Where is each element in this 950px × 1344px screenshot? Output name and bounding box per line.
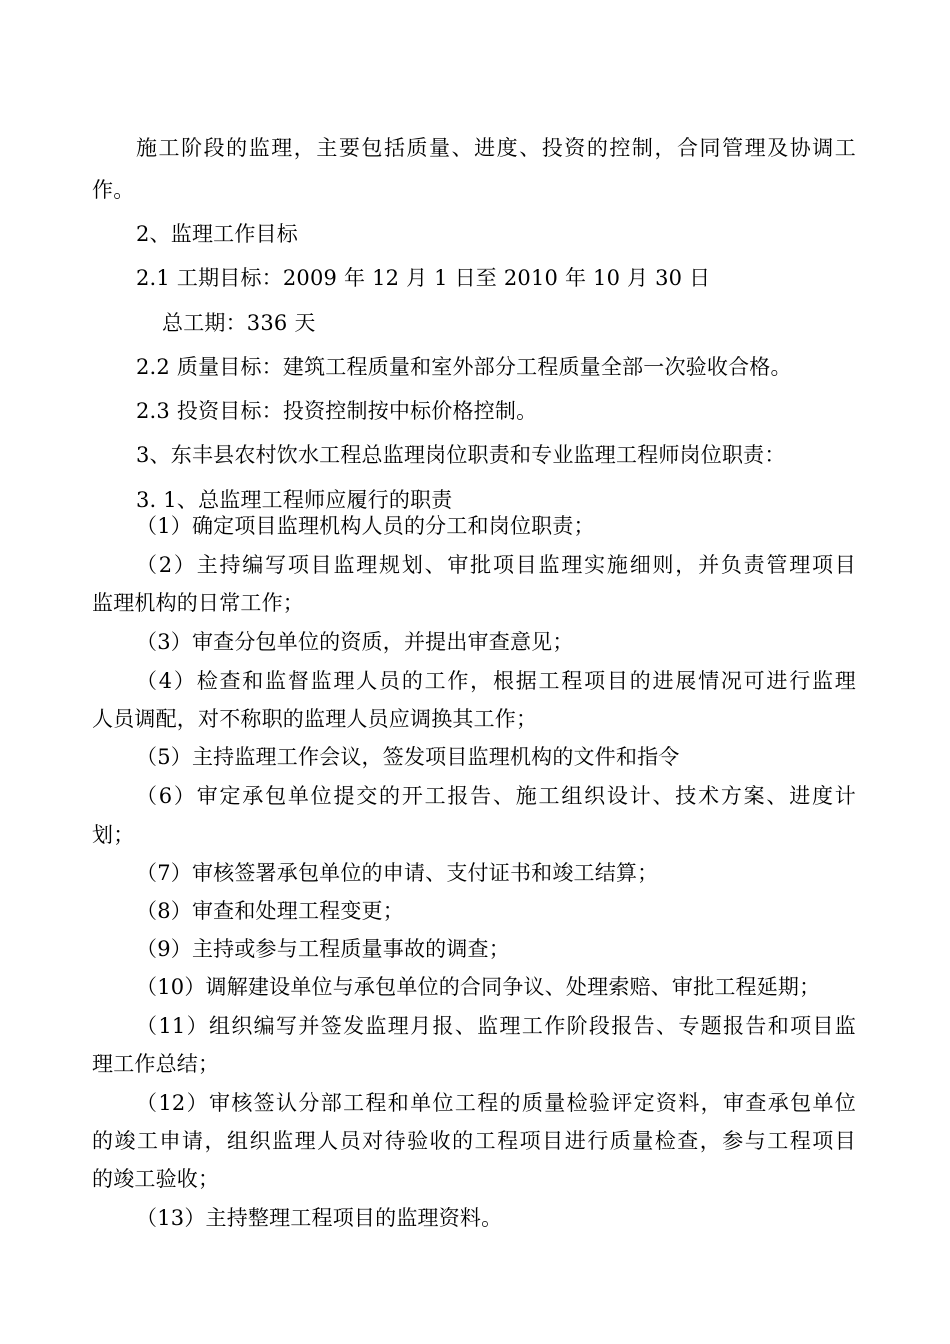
paragraph-line: 理工作总结； [92, 1052, 220, 1076]
list-item: （3）审查分包单位的资质，并提出审查意见； [136, 630, 574, 654]
list-item: （5）主持监理工作会议，签发项目监理机构的文件和指令 [136, 745, 680, 769]
paragraph-line: 总工期：336 天 [162, 311, 316, 335]
list-item: （13）主持整理工程项目的监理资料。 [136, 1206, 503, 1230]
paragraph-line: 的竣工申请，组织监理人员对待验收的工程项目进行质量检查，参与工程项目 [92, 1129, 856, 1153]
paragraph-line: 人员调配，对不称职的监理人员应调换其工作； [92, 707, 538, 731]
paragraph-line: 的竣工验收； [92, 1167, 220, 1191]
paragraph-line: 2.3 投资目标：投资控制按中标价格控制。 [136, 399, 538, 423]
paragraph-line: 监理机构的日常工作； [92, 591, 304, 615]
list-item: （4）检查和监督监理人员的工作，根据工程项目的进展情况可进行监理 [136, 669, 856, 693]
section-heading: 3、东丰县农村饮水工程总监理岗位职责和专业监理工程师岗位职责： [136, 443, 786, 467]
list-item: （8）审查和处理工程变更； [136, 899, 404, 923]
paragraph-line: 划； [92, 823, 135, 847]
list-item: （1）确定项目监理机构人员的分工和岗位职责； [136, 514, 595, 538]
list-item: （11）组织编写并签发监理月报、监理工作阶段报告、专题报告和项目监 [136, 1014, 856, 1038]
subsection-heading: 3. 1、总监理工程师应履行的职责 [136, 488, 453, 512]
list-item: （12）审核签认分部工程和单位工程的质量检验评定资料，审查承包单位 [136, 1091, 856, 1115]
paragraph-line: 2.1 工期目标：2009 年 12 月 1 日至 2010 年 10 月 30 日 [136, 266, 711, 290]
list-item: （2）主持编写项目监理规划、审批项目监理实施细则，并负责管理项目 [136, 553, 856, 577]
paragraph-line: 2.2 质量目标：建筑工程质量和室外部分工程质量全部一次验收合格。 [136, 355, 792, 379]
list-item: （10）调解建设单位与承包单位的合同争议、处理索赔、审批工程延期； [136, 975, 821, 999]
section-heading: 2、监理工作目标 [136, 222, 298, 246]
list-item: （7）审核签署承包单位的申请、支付证书和竣工结算； [136, 861, 659, 885]
list-item: （6）审定承包单位提交的开工报告、施工组织设计、技术方案、进度计 [136, 784, 856, 808]
list-item: （9）主持或参与工程质量事故的调查； [136, 937, 510, 961]
paragraph-line: 施工阶段的监理，主要包括质量、进度、投资的控制，合同管理及协调工 [136, 136, 856, 160]
paragraph-line: 作。 [92, 178, 135, 202]
